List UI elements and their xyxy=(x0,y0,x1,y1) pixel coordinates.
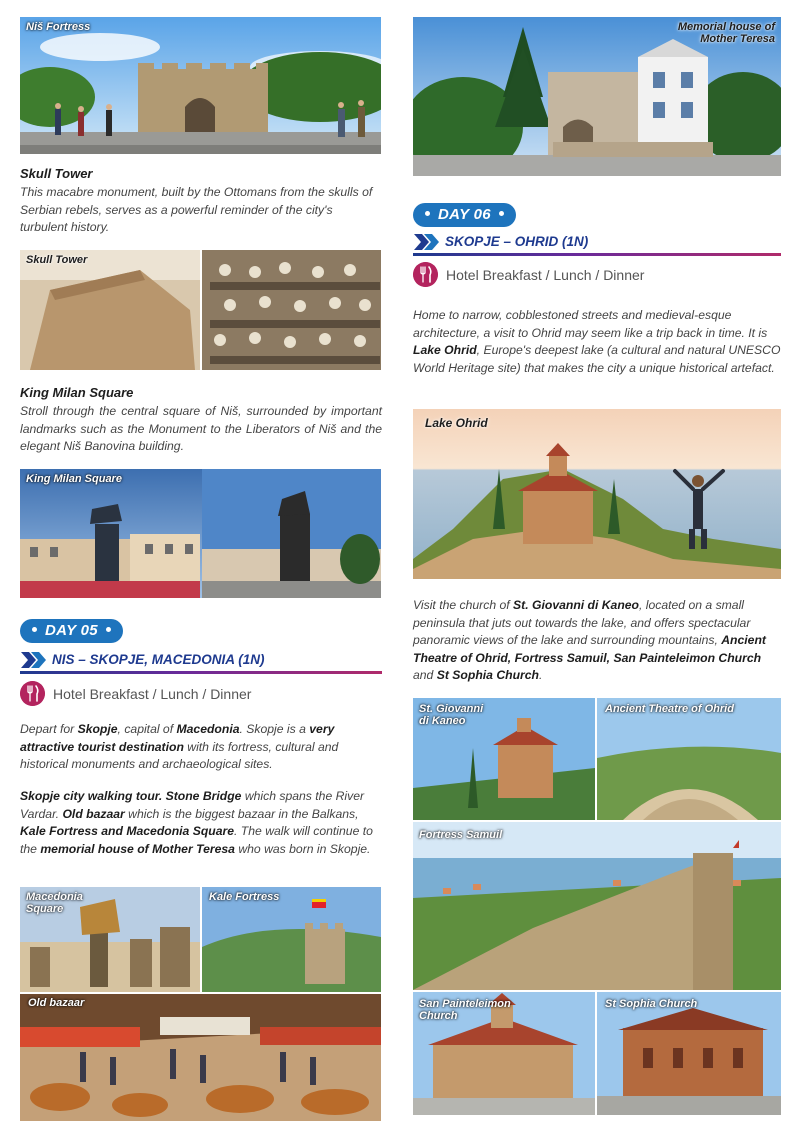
double-chevron-icon xyxy=(20,651,48,669)
day06-label: DAY 06 xyxy=(438,206,491,223)
kale-highlight: Kale Fortress and Macedonia Square xyxy=(20,824,235,839)
double-chevron-icon xyxy=(413,233,441,251)
skull-tower-photo xyxy=(20,250,381,370)
king-milan-caption: King Milan Square xyxy=(26,473,122,485)
text-run: who was born in Skopje. xyxy=(234,841,371,856)
text-run: , located on a small peninsula that juts out towards the lake, and offers spectacular panoramic views of the lake and surrounding mountains, xyxy=(413,598,751,648)
day05-meals xyxy=(20,681,320,707)
painteleimon-caption: San Painteleimon Church xyxy=(419,998,511,1022)
sophia-caption: St Sophia Church xyxy=(605,998,698,1010)
day05-paragraph-2 xyxy=(20,788,382,858)
macedonia-highlight: Macedonia xyxy=(176,722,240,736)
old-bazaar-highlight: Old bazaar xyxy=(62,806,125,821)
fork-knife-icon xyxy=(413,262,438,287)
macedonia-square-caption: Macedonia Square xyxy=(26,891,83,915)
nis-fortress-caption: Niš Fortress xyxy=(26,21,91,33)
skopje-collage xyxy=(20,887,381,1121)
day06-route xyxy=(413,230,781,256)
day05-paragraph-1 xyxy=(20,721,382,774)
old-bazaar-caption: Old bazaar xyxy=(28,997,85,1009)
skull-tower-caption: Skull Tower xyxy=(26,254,88,266)
day05-route xyxy=(20,648,382,674)
lake-ohrid-image xyxy=(413,409,781,579)
day06-badge xyxy=(413,203,516,227)
text-run: , Europe's deepest lake (a cultural and natural UNESCO World Heritage site) that makes the city a unique historical artefact. xyxy=(413,343,781,375)
text-run: with its fortress, cultural and historical monuments and archaeological sites. xyxy=(20,739,339,772)
sophia-highlight: St Sophia Church xyxy=(436,668,539,683)
text-run: , capital of xyxy=(117,722,177,736)
text-run: which is the biggest bazaar in the Balkans, xyxy=(124,806,359,821)
ohrid-collage xyxy=(413,698,781,1115)
king-milan-text: Stroll through the central square of Niš, surrounded by important landmarks such as the Monument to the Liberators of Niš and the elegant Niš Banovina building. xyxy=(20,404,382,454)
route-divider xyxy=(20,671,382,674)
text-run: Depart for xyxy=(20,722,78,736)
memorial-house-caption: Memorial house of Mother Teresa xyxy=(677,21,775,45)
king-milan-image xyxy=(20,469,381,598)
giovanni-caption: St. Giovanni di Kaneo xyxy=(419,703,484,727)
samuil-caption: Fortress Samuil xyxy=(419,829,503,841)
attractive-highlight: very attractive tourist destination xyxy=(20,722,335,754)
text-run: which spans the River Vardar. xyxy=(20,789,365,821)
badge-dot-icon xyxy=(499,211,504,216)
memorial-highlight: memorial house of Mother Teresa xyxy=(40,841,235,856)
day06-meals xyxy=(413,262,713,288)
lake-ohrid-photo xyxy=(413,409,781,579)
day06-route-text: SKOPJE – OHRID (1N) xyxy=(445,234,589,249)
lake-ohrid-caption: Lake Ohrid xyxy=(425,416,488,430)
route-divider xyxy=(413,253,781,256)
skull-tower-title: Skull Tower xyxy=(20,166,93,181)
fork-knife-icon xyxy=(20,681,45,706)
memorial-house-photo xyxy=(413,17,781,176)
lake-ohrid-highlight: Lake Ohrid xyxy=(413,343,477,358)
day06-paragraph-1 xyxy=(413,307,782,377)
king-milan-photo xyxy=(20,469,381,598)
badge-dot-icon xyxy=(32,627,37,632)
walking-tour-highlight: Skopje city walking tour. Stone Bridge xyxy=(20,789,242,803)
ohrid-collage-image xyxy=(413,698,781,1115)
text-run: Visit the church of xyxy=(413,598,514,612)
text-run: . xyxy=(538,668,543,683)
text-run: and xyxy=(413,668,437,683)
day05-label: DAY 05 xyxy=(45,622,98,639)
nis-fortress-image xyxy=(20,17,381,154)
badge-dot-icon xyxy=(106,627,111,632)
king-milan-title: King Milan Square xyxy=(20,385,134,400)
text-run: . Skopje is a xyxy=(239,722,310,736)
text-run: Home to narrow, cobblestoned streets and medieval-esque architecture, a visit to Ohrid may seem like a trip back in time. It is xyxy=(413,308,768,340)
day05-route-text: NIS – SKOPJE, MACEDONIA (1N) xyxy=(52,652,265,667)
day06-paragraph-2 xyxy=(413,597,782,685)
skull-tower-image xyxy=(20,250,381,370)
theatre-caption: Ancient Theatre of Ohrid xyxy=(605,703,734,715)
day05-meals-text: Hotel Breakfast / Lunch / Dinner xyxy=(53,686,252,702)
badge-dot-icon xyxy=(425,211,430,216)
skull-tower-text: This macabre monument, built by the Ottomans from the skulls of Serbian rebels, serves as a powerful reminder of the city's turbulent history. xyxy=(20,185,373,235)
day05-badge xyxy=(20,619,123,643)
nis-fortress-photo xyxy=(20,17,381,154)
kale-fortress-caption: Kale Fortress xyxy=(209,891,280,903)
text-run: . The walk will continue to the xyxy=(20,824,373,856)
day06-meals-text: Hotel Breakfast / Lunch / Dinner xyxy=(446,267,645,283)
giovanni-highlight: St. Giovanni di Kaneo xyxy=(513,598,639,612)
sites-highlight: Ancient Theatre of Ohrid, Fortress Samuil, San Painteleimon Church xyxy=(413,633,766,665)
skopje-highlight: Skopje xyxy=(77,722,118,736)
